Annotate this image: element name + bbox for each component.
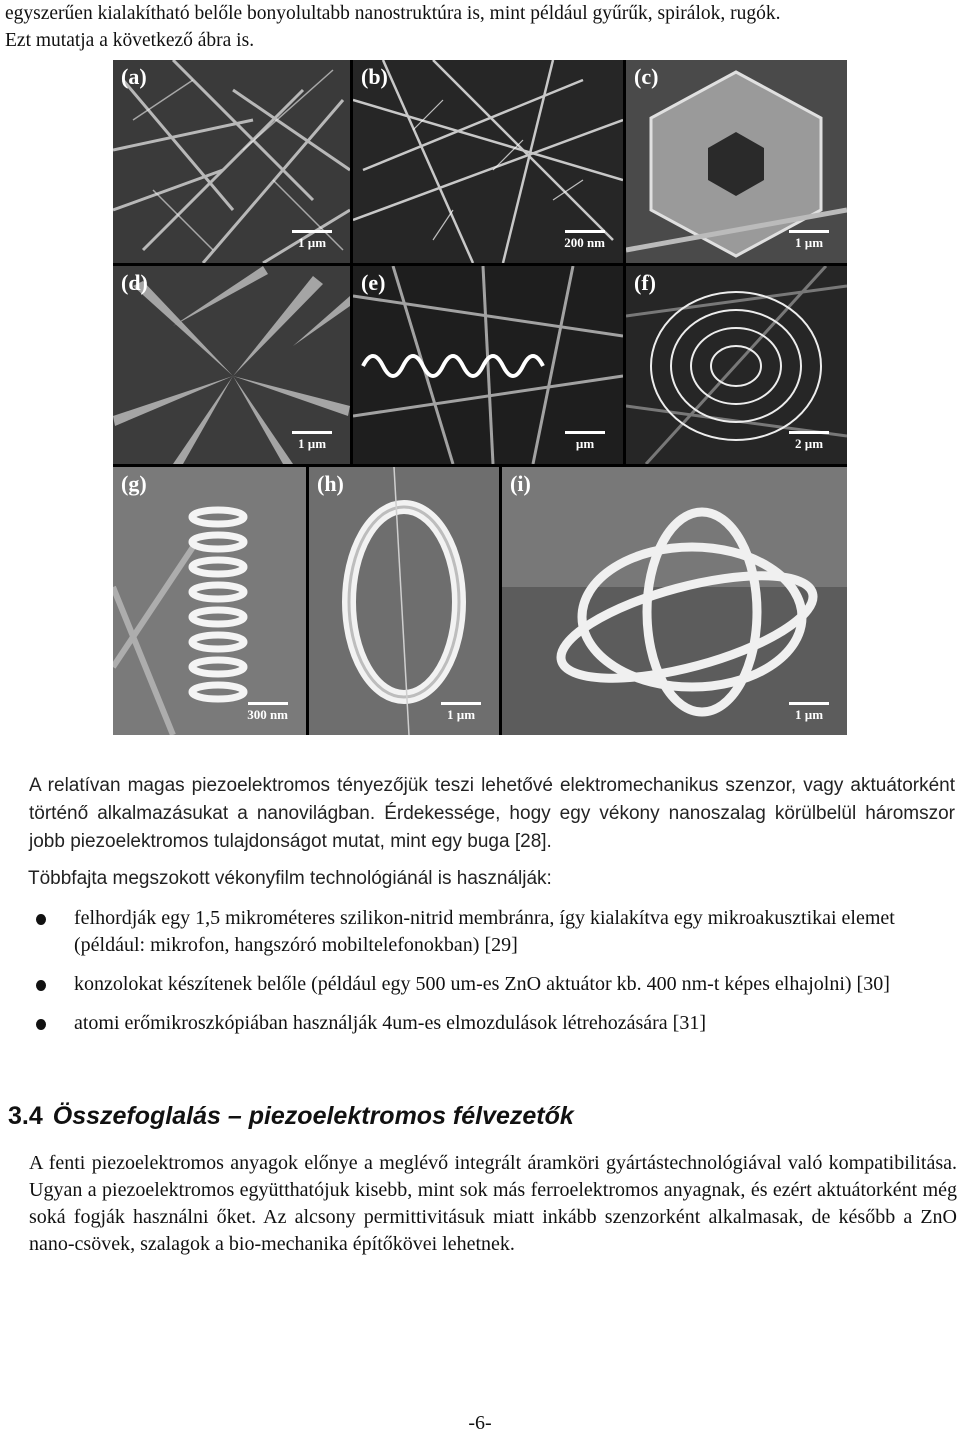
panel-g-image [113, 467, 306, 735]
section-title: Összefoglalás – piezoelektromos félvezetők [52, 1102, 574, 1130]
bullet-list [36, 905, 936, 1049]
bullet-icon [36, 980, 46, 991]
scale-bar: 2 µm [789, 431, 829, 452]
panel-label: (f) [634, 270, 656, 295]
scale-bar: 1 µm [441, 702, 481, 723]
paragraph-text: A fenti piezoelektromos anyagok előnye a meglévő integrált áramköri gyártástechnológiával való kompatibilitása. Ugyan a piezoelektromos együtthatójuk kisebb, mint sok más ferroelektromos anyagnak, és ezért aktuátorként még soká fogják használni őket. Az alcsony permittivitásuk miatt inkább szenzorként alkalmasak, de később a ZnO nano-csövek, szalagok a bio-mechanika építőkövei lehetnek. [29, 1152, 957, 1255]
intro-line-2: Ezt mutatja a következő ábra is. [5, 30, 255, 51]
panel-label: (b) [361, 64, 388, 89]
list-item [36, 971, 936, 998]
figure-panel-g [113, 467, 306, 735]
panel-label: (c) [634, 64, 659, 89]
figure-panel-f [626, 266, 847, 464]
paragraph-piezo-application [5, 772, 955, 856]
figure-panel-d [113, 266, 350, 464]
figure-panel-i [502, 467, 847, 735]
figure-panel-b [353, 60, 623, 263]
figure-panel-c [626, 60, 847, 263]
paragraph-text: A relatívan magas piezoelektromos tényezőjük teszi lehetővé elektromechanikus szenzor, vagy aktuátorként történő alkalmazásukat a nanovilágban. Érdekessége, hogy egy vékony nanoszalag körülbelül háromszor jobb piezoelektromos tulajdonságot mutat, mint egy buga [28]. [29, 775, 955, 852]
scale-bar: 1 µm [292, 431, 332, 452]
list-item-text: atomi erőmikroszkópiában használják 4um-es elmozdulások létrehozására [31] [74, 1012, 706, 1034]
panel-h-image [309, 467, 499, 735]
paragraph-summary [5, 1150, 957, 1258]
panel-label: (a) [121, 64, 147, 89]
panel-label: (h) [317, 471, 344, 496]
section-number: 3.4 [8, 1102, 43, 1130]
figure-panel-h [309, 467, 499, 735]
figure-panel-a [113, 60, 350, 263]
list-item [36, 1010, 936, 1037]
panel-label: (i) [510, 471, 531, 496]
thin-film-subheading: Többfajta megszokott vékonyfilm technológiánál is használják: [28, 868, 552, 889]
intro-text [5, 0, 955, 54]
scale-bar: 1 µm [789, 702, 829, 723]
list-item [36, 905, 936, 959]
bullet-icon [36, 1019, 46, 1030]
scale-bar: 1 µm [292, 230, 332, 251]
panel-label: (d) [121, 270, 148, 295]
intro-line-1: egyszerűen kialakítható belőle bonyolultabb nanostruktúra is, mint például gyűrűk, spirálok, rugók. [5, 3, 781, 24]
scale-bar: 300 nm [247, 702, 288, 723]
list-item-text: konzolokat készítenek belőle (például egy 500 um-es ZnO aktuátor kb. 400 nm-t képes elhajolni) [30] [74, 973, 890, 995]
panel-label: (g) [121, 471, 147, 496]
panel-label: (e) [361, 270, 386, 295]
scale-bar: µm [565, 431, 605, 452]
scale-bar: 1 µm [789, 230, 829, 251]
panel-i-image [502, 467, 847, 735]
list-item-text: felhordják egy 1,5 mikrométeres szilikon-nitrid membránra, így kialakítva egy mikroakusztikai elemet (például: mikrofon, hangszóró mobiltelefonokban) [29] [74, 907, 895, 956]
section-heading [8, 1102, 574, 1131]
nanostructure-figure [113, 60, 847, 735]
bullet-icon [36, 914, 46, 925]
page-number: -6- [468, 1412, 492, 1434]
figure-panel-e [353, 266, 623, 464]
scale-bar: 200 nm [564, 230, 605, 251]
